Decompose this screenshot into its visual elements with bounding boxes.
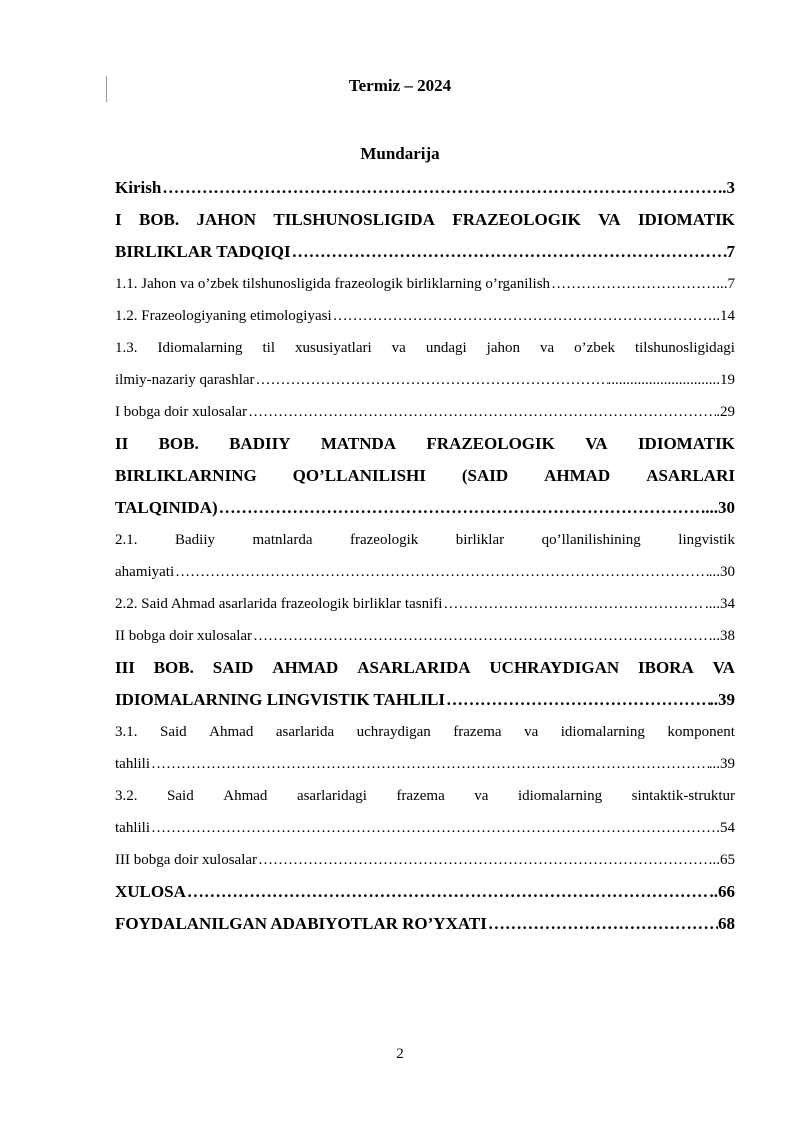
toc-leader-dots	[151, 812, 716, 844]
toc-word: BIRLIKLARNING	[115, 466, 257, 485]
toc-entry-title: tahlili	[115, 756, 150, 772]
toc-page-number: 7	[726, 242, 735, 261]
toc-line	[115, 428, 735, 460]
toc-page-number: ...38	[708, 628, 735, 644]
page-number: 2	[396, 1046, 404, 1062]
toc-line	[115, 300, 735, 332]
toc-entry-title: Kirish	[115, 178, 162, 197]
toc-page-number: ..39	[709, 690, 735, 709]
toc-entry[interactable]	[115, 908, 735, 940]
table-of-contents	[115, 172, 735, 940]
toc-word: undagi	[425, 340, 467, 356]
toc-word: BADIIY	[229, 434, 291, 453]
toc-word: 1.3.	[115, 340, 138, 356]
toc-page-number: 68	[718, 914, 735, 933]
toc-entry-title: II bobga doir xulosalar	[115, 628, 253, 644]
toc-entry[interactable]	[115, 652, 735, 716]
city-year-header: Termiz – 2024	[348, 76, 452, 95]
toc-entry-title: ahamiyati	[115, 564, 175, 580]
toc-entry[interactable]	[115, 620, 735, 652]
toc-word: va	[524, 724, 539, 740]
toc-word: asarlaridagi	[296, 788, 367, 804]
toc-line	[115, 556, 735, 588]
toc-leader-dots	[187, 876, 710, 908]
toc-entry-title: TALQINIDA)	[115, 498, 218, 517]
toc-word: 3.1.	[115, 724, 138, 740]
toc-word: ASARLARI	[646, 466, 735, 485]
toc-entry[interactable]	[115, 300, 735, 332]
toc-word: idiomalarning	[517, 788, 603, 804]
toc-entry[interactable]	[115, 204, 735, 268]
toc-word: I	[115, 210, 122, 229]
toc-word: Ahmad	[223, 788, 268, 804]
toc-leader-dots	[292, 236, 727, 268]
toc-page-number: ..66	[709, 882, 735, 901]
toc-page-number: ...39	[708, 756, 735, 772]
toc-word: idiomalarning	[560, 724, 645, 740]
toc-leader-dots	[248, 396, 716, 428]
toc-line	[115, 524, 735, 556]
toc-leader-dots	[551, 268, 716, 300]
toc-word: Said	[167, 788, 194, 804]
toc-line	[115, 236, 735, 268]
toc-page-number: ....34	[705, 596, 735, 612]
toc-word: TILSHUNOSLIGIDA	[273, 210, 435, 229]
toc-entry[interactable]	[115, 332, 735, 396]
toc-entry-title: FOYDALANILGAN ADABIYOTLAR RO’YXATI	[115, 914, 487, 933]
toc-entry[interactable]	[115, 428, 735, 524]
toc-word: IDIOMATIK	[637, 210, 735, 229]
toc-word: BOB.	[158, 434, 199, 453]
toc-word: IBORA	[637, 658, 694, 677]
toc-word: frazema	[396, 788, 445, 804]
toc-word: ASARLARIDA	[357, 658, 471, 677]
toc-word: MATNDA	[320, 434, 397, 453]
toc-word: asarlarida	[275, 724, 335, 740]
toc-line	[115, 652, 735, 684]
toc-word: xususiyatlari	[295, 340, 372, 356]
toc-word: VA	[598, 210, 621, 229]
toc-line	[115, 748, 735, 780]
toc-leader-dots	[175, 556, 709, 588]
toc-word: AHMAD	[272, 658, 339, 677]
toc-word: VA	[585, 434, 608, 453]
toc-word: 2.1.	[115, 532, 138, 548]
toc-word: komponent	[667, 724, 735, 740]
toc-word: va	[539, 340, 555, 356]
toc-line	[115, 364, 735, 396]
toc-page-number: ...7	[716, 276, 735, 292]
toc-line	[115, 812, 735, 844]
toc-word: va	[474, 788, 489, 804]
toc-entry-title: IDIOMALARNING LINGVISTIK TAHLILI	[115, 690, 445, 709]
toc-page-number: ...30	[705, 498, 735, 517]
toc-leader-dots	[258, 844, 712, 876]
toc-word: UCHRAYDIGAN	[489, 658, 620, 677]
toc-line	[115, 844, 735, 876]
toc-word: va	[391, 340, 406, 356]
toc-word: Idiomalarning	[157, 340, 243, 356]
toc-leader-dots	[151, 748, 709, 780]
toc-word: o’zbek	[574, 340, 615, 356]
toc-entry[interactable]	[115, 172, 735, 204]
toc-line	[115, 492, 735, 524]
toc-entry[interactable]	[115, 844, 735, 876]
toc-entry[interactable]	[115, 716, 735, 780]
toc-word: FRAZEOLOGIK	[452, 210, 581, 229]
toc-entry-title: tahlili	[115, 820, 150, 836]
toc-entry[interactable]	[115, 268, 735, 300]
toc-line	[115, 172, 735, 204]
toc-page-number: ..............................19	[607, 372, 735, 388]
toc-word: Badiiy	[175, 532, 215, 548]
toc-word: Said	[160, 724, 187, 740]
toc-page-number: .29	[716, 404, 735, 420]
toc-line	[115, 332, 735, 364]
toc-entry-title: ilmiy-nazariy qarashlar	[115, 372, 255, 388]
toc-word: BOB.	[153, 658, 194, 677]
toc-word: lingvistik	[678, 532, 735, 548]
toc-word: SAID	[212, 658, 254, 677]
toc-page-number: ..65	[712, 852, 735, 868]
toc-leader-dots	[219, 492, 706, 524]
toc-word: matnlarda	[252, 532, 313, 548]
toc-page-number: .54	[716, 820, 735, 836]
toc-page-number: ...30	[708, 564, 735, 580]
toc-title: Mundarija	[360, 144, 440, 163]
toc-leader-dots	[256, 364, 608, 396]
toc-word: QO’LLANILISHI	[292, 466, 426, 485]
toc-page-number: ..3	[718, 178, 735, 197]
toc-entry[interactable]	[115, 588, 735, 620]
toc-word: qo’llanilishining	[541, 532, 641, 548]
toc-word: birliklar	[455, 532, 505, 548]
toc-word: VA	[712, 658, 735, 677]
toc-line	[115, 716, 735, 748]
toc-word: tilshunosligidagi	[634, 340, 735, 356]
toc-word: frazema	[453, 724, 502, 740]
toc-leader-dots	[446, 684, 710, 716]
toc-word: jahon	[486, 340, 520, 356]
toc-leader-dots	[443, 588, 705, 620]
toc-line	[115, 460, 735, 492]
toc-line	[115, 780, 735, 812]
toc-word: JAHON	[196, 210, 257, 229]
toc-leader-dots	[488, 908, 718, 940]
toc-entry-title: III bobga doir xulosalar	[115, 852, 258, 868]
toc-word: frazeologik	[349, 532, 419, 548]
toc-entry-title: XULOSA	[115, 882, 186, 901]
toc-page-number: ..14	[712, 308, 735, 324]
toc-line	[115, 620, 735, 652]
toc-entry-title: 1.2. Frazeologiyaning etimologiyasi	[115, 308, 332, 324]
toc-line	[115, 396, 735, 428]
toc-word: 3.2.	[115, 788, 138, 804]
toc-entry[interactable]	[115, 524, 735, 588]
toc-entry[interactable]	[115, 876, 735, 908]
toc-line	[115, 876, 735, 908]
toc-line	[115, 588, 735, 620]
toc-word: uchraydigan	[356, 724, 431, 740]
toc-word: (SAID	[461, 466, 509, 485]
toc-leader-dots	[162, 172, 718, 204]
toc-word: Ahmad	[209, 724, 254, 740]
toc-line	[115, 204, 735, 236]
toc-word: AHMAD	[544, 466, 611, 485]
toc-word: til	[262, 340, 275, 356]
toc-line	[115, 268, 735, 300]
toc-entry-title: I bobga doir xulosalar	[115, 404, 248, 420]
toc-word: FRAZEOLOGIK	[426, 434, 555, 453]
toc-entry-title: 2.2. Said Ahmad asarlarida frazeologik birliklar tasnifi	[115, 596, 443, 612]
toc-entry[interactable]	[115, 396, 735, 428]
toc-entry-title: 1.1. Jahon va o’zbek tilshunosligida frazeologik birliklarning o’rganilish	[115, 276, 551, 292]
toc-line	[115, 684, 735, 716]
toc-entry-title: BIRLIKLAR TADQIQI	[115, 242, 291, 261]
toc-line	[115, 908, 735, 940]
toc-word: BOB.	[139, 210, 180, 229]
toc-word: II	[115, 434, 129, 453]
toc-word: IDIOMATIK	[637, 434, 735, 453]
toc-word: III	[115, 658, 135, 677]
toc-leader-dots	[333, 300, 713, 332]
toc-word: sintaktik-struktur	[631, 788, 735, 804]
toc-leader-dots	[253, 620, 709, 652]
toc-entry[interactable]	[115, 780, 735, 844]
